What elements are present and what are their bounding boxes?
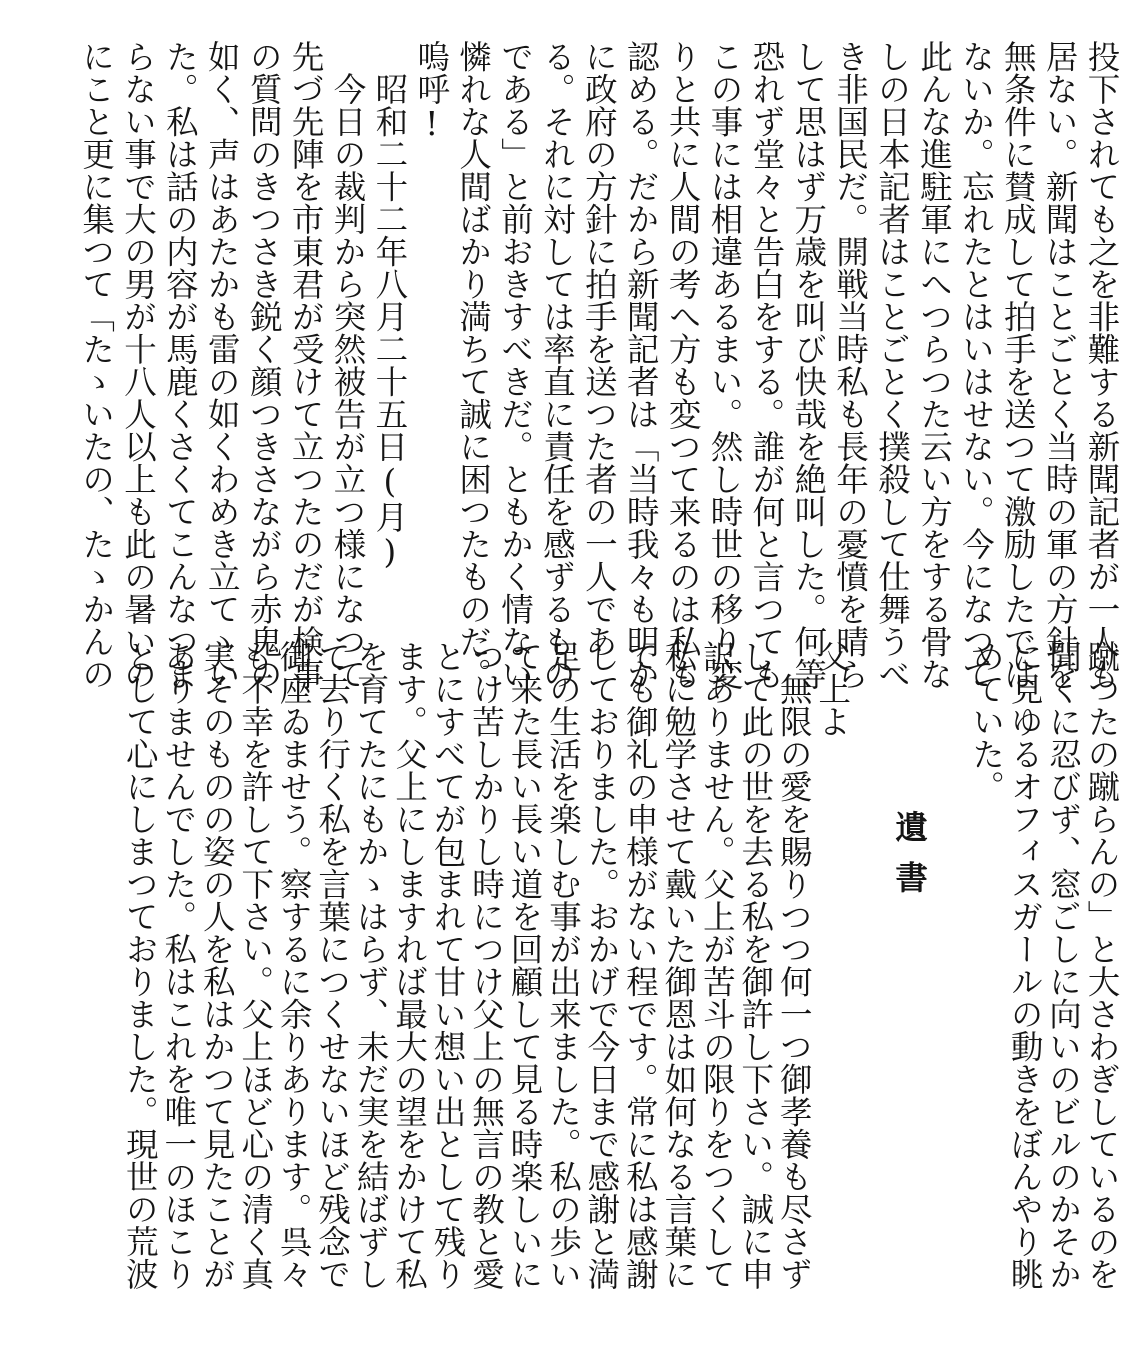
text-column: ありませんでした。私はこれを唯一のほこり [159, 640, 198, 1290]
text-column: して思はず万歳を叫び快哉を絶叫した。何等 [789, 40, 828, 690]
text-column: にこと更に集つて「たゝいたの、たゝかんの [77, 40, 116, 690]
text-column: 先づ先陣を市東君が受けて立つたのだが検事 [287, 40, 326, 690]
text-column: 投下されても之を非難する新聞記者が一人も [1083, 40, 1121, 690]
salutation: 父上よ [813, 640, 852, 738]
will-heading: 遺書 [890, 810, 930, 911]
text-column: 御座ゐませう。察するに余りあります。呉々 [275, 640, 314, 1290]
text-column: りと共に人間の考へ方も変つて来るのは私も [664, 40, 703, 690]
text-column: 如く、声はあたかも雷の如くわめき立てゝい [203, 40, 242, 690]
text-column: ても御礼の申様がない程です。常に私は感謝 [621, 640, 660, 1290]
text-column: 憐れな人間ばかり満ちて誠に困つたものだ。 [454, 40, 493, 690]
text-column: 私に勉学させて戴いた御恩は如何なる言葉に [659, 640, 698, 1290]
text-column: らない事で大の男が十八人以上も此の暑いの [119, 40, 158, 690]
text-column: る。それに対しては率直に責任を感ずるもの [538, 40, 577, 690]
text-column: 訳ありません。父上が苦斗の限りをつくして [698, 640, 737, 1290]
text-column: しの日本記者はことごとく撲殺して仕舞うべ [873, 40, 912, 690]
text-column: して此の世を去る私を御許し下さい。誠に申 [736, 640, 775, 1290]
text-column: た。私は話の内容が馬鹿くさくてこんなつま [161, 40, 200, 690]
blank-column [926, 640, 964, 1185]
text-column: とにすべてが包まれて甘い想い出として残り [429, 640, 468, 1290]
text-column: て来た長い長い道を回顧して見る時楽しいに [505, 640, 544, 1290]
text-column: も不幸を許して下さい。父上ほど心の清く真 [236, 640, 275, 1290]
text-column: ます。父上にしますれば最大の望をかけて私 [390, 640, 429, 1290]
text-column: めていた。 [967, 640, 1006, 803]
text-column: に見ゆるオフィスガールの動きをぼんやり眺 [1006, 640, 1045, 1290]
blank-column [849, 640, 887, 1185]
text-column: この事には相違あるまい。然し時世の移り変 [705, 40, 744, 690]
text-column: 足の生活を楽しむ事が出来ました。私の歩い [544, 640, 583, 1290]
text-column: に政府の方針に拍手を送つた者の一人であ [580, 40, 619, 658]
text-column: 今日の裁判から突然被告が立つ様になつて [328, 40, 367, 690]
text-column: を育てたにもかゝはらず、未だ実を結ばずし [352, 640, 391, 1290]
text-column: 嗚呼! [412, 40, 451, 143]
text-column: 実そのものの姿の人を私はかつて見たことが [198, 640, 237, 1290]
text-column: 恐れず堂々と告白をする。誰が何と言つても [747, 40, 786, 690]
text-column: 無条件に賛成して拍手を送つて激励したでは [999, 40, 1038, 690]
text-column: て去り行く私を言葉につくせないほど残念で [313, 640, 352, 1290]
text-column: き非国民だ。開戦当時私も長年の憂憤を晴ら [831, 40, 870, 690]
text-column: ないか。忘れたとはいはせない。今になつて [957, 40, 996, 690]
text-column: 蹴つたの蹴らんの」と大さわぎしているのを [1083, 640, 1121, 1290]
text-column: の質問のきつさき鋭く顔つきさながら赤鬼の [245, 40, 284, 690]
text-column: 無限の愛を賜りつつ何一つ御孝養も尽さず [775, 640, 814, 1290]
text-column: として心にしまつておりました。現世の荒波 [121, 640, 160, 1290]
text-column: しておりました。おかげで今日まで感謝と満 [582, 640, 621, 1290]
text-column: である」と前おきすべきだ。ともかく情ない [496, 40, 535, 690]
text-column: 此んな進駐軍にへつらつた云い方をする骨な [915, 40, 954, 690]
lower-text-block [118, 640, 1121, 1290]
text-column: 聞くに忍びず、窓ごしに向いのビルのかそか [1044, 640, 1083, 1290]
text-column: つけ苦しかりし時につけ父上の無言の教と愛 [467, 640, 506, 1290]
date-line: 昭和二十二年八月二十五日(月) [370, 40, 409, 571]
text-column: 認める。だから新聞記者は「当時我々も明か [622, 40, 661, 690]
text-column: 居ない。新聞はことごとく当時の軍の方針を [1041, 40, 1080, 690]
